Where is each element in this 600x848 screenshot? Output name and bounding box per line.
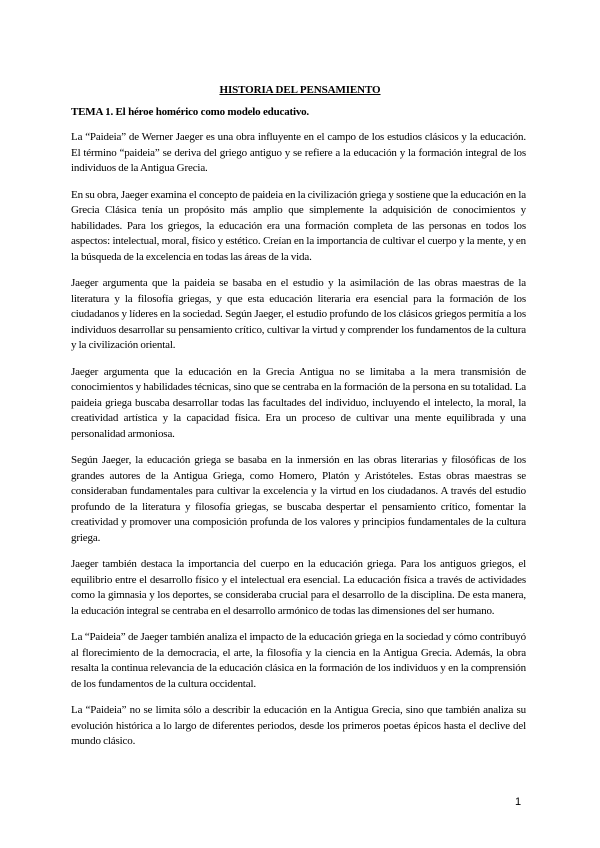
paragraph: Según Jaeger, la educación griega se basaba en la inmersión en las obras literarias y filosóficas de los grandes autores de la Antigua Griega, como Homero, Platón y Aristóteles. Estas obras maestras se consideraban fundamentales para cultivar la excelencia y la virtud en los ciudadanos. A través del estudio profundo de la literatura y filosofía griegas, se buscaba despertar el pensamiento crítico, fomentar la creatividad y promover una composición profunda de los valores y principios fundamentales de la cultura griega. [71, 454, 526, 544]
paragraph: Jaeger también destaca la importancia del cuerpo en la educación griega. Para los antiguos griegos, el equilibrio entre el desarrollo físico y el intelectual era esencial. La educación física a través de actividades como la gimnasia y los deportes, se consideraba crucial para el desarrollo de la disciplina. De esta manera, la educación integral se centraba en el desarrollo armónico de todas las dimensiones del ser humano. [71, 558, 526, 617]
page-number: 1 [515, 796, 522, 808]
paragraph: La “Paideia” no se limita sólo a describir la educación en la Antigua Grecia, sino que también analiza su evolución histórica a lo largo de diferentes periodos, desde los primeros poetas épicos hasta el declive del mundo clásico. [71, 704, 526, 747]
paragraph: Jaeger argumenta que la paideia se basaba en el estudio y la asimilación de las obras maestras de la literatura y la filosofía griegas, y que esta educación literaria era esencial para la formación de los ciudadanos y líderes en la sociedad. Según Jaeger, el estudio profundo de los clásicos griegos permitía a los individuos desarrollar su pensamiento crítico, cultivar la virtud y comprender los fundamentos de la cultura y la civilización oriental. [71, 277, 526, 351]
document-body [71, 130, 526, 761]
paragraph: La “Paideia” de Werner Jaeger es una obra influyente en el campo de los estudios clásicos y la educación. El término “paideia” se deriva del griego antiguo y se refiere a la educación y la formación integral de los individuos de la Antigua Grecia. [71, 131, 526, 174]
topic-heading: TEMA 1. El héroe homérico como modelo educativo. [71, 106, 309, 118]
paragraph: La “Paideia” de Jaeger también analiza el impacto de la educación griega en la sociedad y cómo contribuyó al florecimiento de la democracia, el arte, la filosofía y la ciencia en la Antigua Grecia. Además, la obra resalta la continua relevancia de la educación clásica en la formación de los individuos y en la comprensión de los fundamentos de la cultura occidental. [71, 631, 526, 690]
paragraph: Jaeger argumenta que la educación en la Grecia Antigua no se limitaba a la mera transmisión de conocimientos y habilidades técnicas, sino que se centraba en la formación de la persona en su totalidad. La paideia griega buscaba desarrollar todas las facultades del individuo, incluyendo el intelecto, la moral, la creatividad artística y la capacidad física. Era un proceso de cultivar una mente equilibrada y una personalidad armoniosa. [71, 365, 526, 440]
paragraph: En su obra, Jaeger examina el concepto de paideia en la civilización griega y sostiene que la educación en la Grecia Clásica tenía un propósito más amplio que simplemente la adquisición de conocimientos y habilidades. Para los griegos, la educación era una formación completa de las personas en todos los aspectos: intelectual, moral, físico y estético. Creían en la importancia de cultivar el cuerpo y la mente, y en la búsqueda de la excelencia en todas las áreas de la vida. [71, 188, 526, 263]
document-title: HISTORIA DEL PENSAMIENTO [219, 84, 381, 96]
